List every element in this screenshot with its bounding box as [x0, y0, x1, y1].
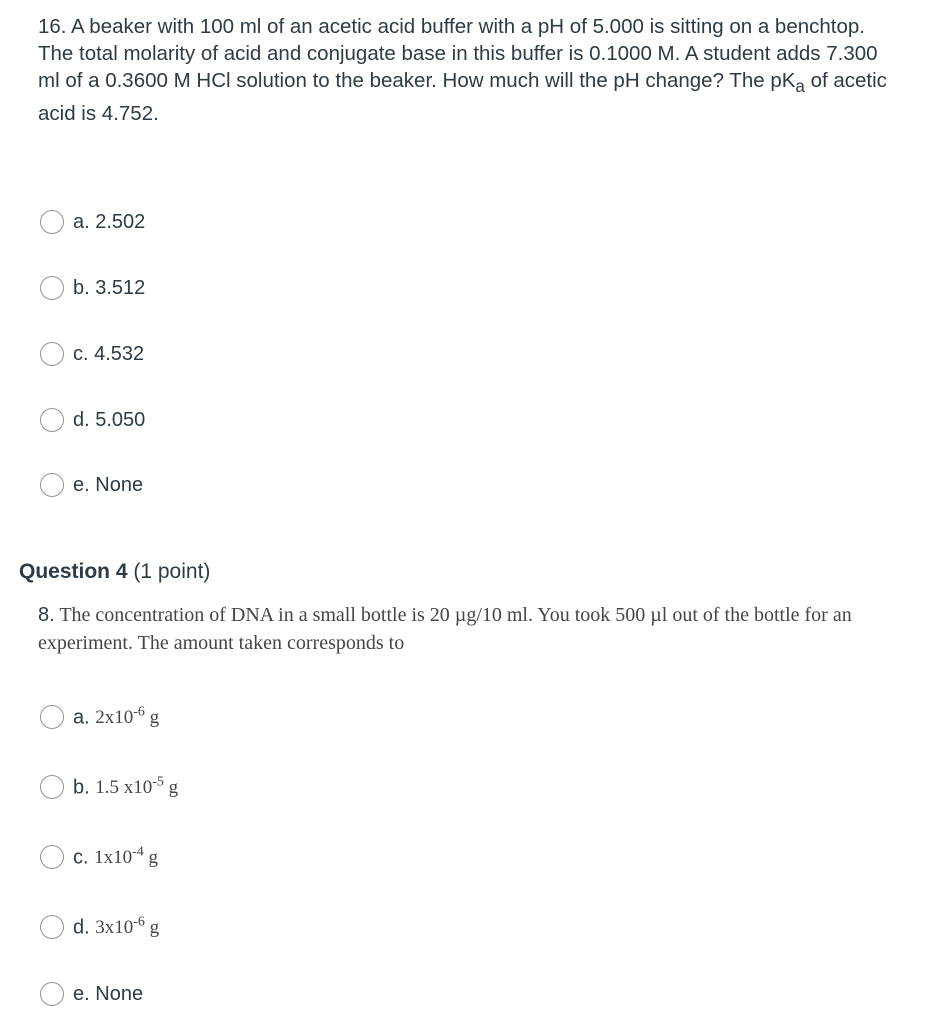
q4-answer-b[interactable] [40, 772, 178, 802]
question-4-text [38, 601, 858, 657]
answer-label: c. $1x10^{-4}$ g [73, 844, 159, 869]
question-4-number: 8. [38, 604, 55, 626]
radio-button[interactable] [40, 408, 64, 432]
radio-button[interactable] [40, 915, 64, 939]
radio-button[interactable] [40, 982, 64, 1006]
question-4-heading [19, 560, 210, 584]
radio-button[interactable] [40, 342, 64, 366]
answer-label: a. 2.502 [73, 210, 146, 233]
q3-answer-c[interactable] [40, 339, 144, 369]
radio-button[interactable] [40, 210, 64, 234]
radio-button[interactable] [40, 845, 64, 869]
radio-button[interactable] [40, 276, 64, 300]
q3-answer-b[interactable] [40, 273, 145, 303]
question-3-text-end: of acetic acid is 4.752. [38, 69, 887, 126]
q3-answer-d[interactable] [40, 405, 145, 435]
q3-answer-a[interactable] [40, 207, 145, 237]
question-4-title: Question 4 [19, 560, 128, 583]
answer-label: a. $2x10^{-6}$ g [73, 704, 160, 729]
q4-answer-c[interactable] [40, 842, 158, 872]
question-3-text-main: 16. A beaker with 100 ml of an acetic acid buffer with a pH of 5.000 is sitting on a benchtop. The total molarity of acid and conjugate base in this buffer is 0.1000 M. A student adds 7.300 ml of a 0.3600 M HCl solution to the beaker. How much will the pH change? The pK [38, 15, 878, 92]
radio-button[interactable] [40, 705, 64, 729]
question-4-points: (1 point) [133, 560, 211, 583]
answer-label: d. 5.050 [73, 408, 146, 431]
q4-answer-a[interactable] [40, 702, 159, 732]
answer-label: d. $3x10^{-6}$ g [73, 914, 160, 939]
q4-answer-e[interactable] [40, 979, 143, 1009]
radio-button[interactable] [40, 473, 64, 497]
radio-button[interactable] [40, 775, 64, 799]
question-3-text [38, 13, 898, 127]
answer-label: b. 3.512 [73, 276, 146, 299]
q4-answer-d[interactable] [40, 912, 159, 942]
answer-label: b. 1.5 $x10^{-5}$ g [73, 774, 179, 799]
pka-subscript: a [795, 77, 805, 97]
q3-answer-e[interactable] [40, 470, 143, 500]
answer-label: e. None [73, 982, 144, 1005]
question-4-body: The concentration of DNA in a small bottle is 20 µg/10 ml. You took 500 µl out of the bottle for an experiment. The amount taken corresponds to [38, 604, 852, 654]
answer-label: e. None [73, 473, 144, 496]
answer-label: c. 4.532 [73, 342, 145, 365]
